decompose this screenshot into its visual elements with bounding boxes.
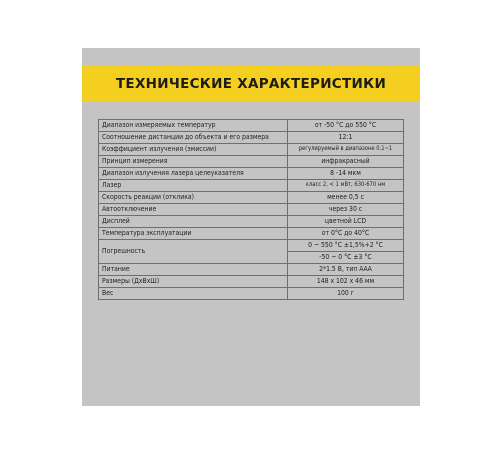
spec-name: Размеры (ДхВхШ) xyxy=(99,276,288,288)
table-row xyxy=(99,276,404,288)
spec-value: 2*1.5 В, тип ААА xyxy=(288,264,404,276)
spec-name: Автоотключение xyxy=(99,204,288,216)
spec-value: от -50 °С до 550 °С xyxy=(288,120,404,132)
spec-name: Дисплей xyxy=(99,216,288,228)
table-row xyxy=(99,132,404,144)
spec-value: -50 ~ 0 °С ±3 °С xyxy=(288,252,404,264)
table-row xyxy=(99,144,404,156)
spec-name: Диапазон измеряемых температур xyxy=(99,120,288,132)
table-row xyxy=(99,120,404,132)
table-row xyxy=(99,288,404,300)
spec-value: 0 ~ 550 °С ±1,5%+2 °С xyxy=(288,240,404,252)
spec-name: Погрешность xyxy=(99,240,288,264)
table-row xyxy=(99,264,404,276)
table-row xyxy=(99,156,404,168)
spec-name: Лазер xyxy=(99,180,288,192)
spec-value: 12:1 xyxy=(288,132,404,144)
spec-name: Диапазон излучения лазера целеуказателя xyxy=(99,168,288,180)
spec-value: 8 -14 мкм xyxy=(288,168,404,180)
spec-name: Коэффициент излучения (эмиссии) xyxy=(99,144,288,156)
table-row xyxy=(99,192,404,204)
spec-value: инфракрасный xyxy=(288,156,404,168)
spec-value: регулируемый в диапазоне 0,1~1 xyxy=(288,144,404,156)
spec-name: Соотношение дистанции до объекта и его размера xyxy=(99,132,288,144)
spec-value: через 30 с xyxy=(288,204,404,216)
table-row xyxy=(99,240,404,252)
spec-name: Питание xyxy=(99,264,288,276)
spec-table xyxy=(98,119,404,300)
spec-name: Вес xyxy=(99,288,288,300)
table-row xyxy=(99,168,404,180)
spec-value: от 0°С до 40°С xyxy=(288,228,404,240)
spec-value: 148 х 102 х 46 мм xyxy=(288,276,404,288)
table-row xyxy=(99,216,404,228)
title-banner xyxy=(82,66,420,102)
page-title: ТЕХНИЧЕСКИЕ ХАРАКТЕРИСТИКИ xyxy=(115,76,387,92)
spec-name: Температура эксплуатации xyxy=(99,228,288,240)
table-row xyxy=(99,204,404,216)
spec-value: класс 2, < 1 мВт, 630-670 нм xyxy=(288,180,404,192)
spec-value: 100 г xyxy=(288,288,404,300)
spec-value: цветной LCD xyxy=(288,216,404,228)
spec-value: менее 0,5 с xyxy=(288,192,404,204)
spec-name: Принцип измерения xyxy=(99,156,288,168)
table-row xyxy=(99,180,404,192)
table-row xyxy=(99,228,404,240)
spec-name: Скорость реакции (отклика) xyxy=(99,192,288,204)
